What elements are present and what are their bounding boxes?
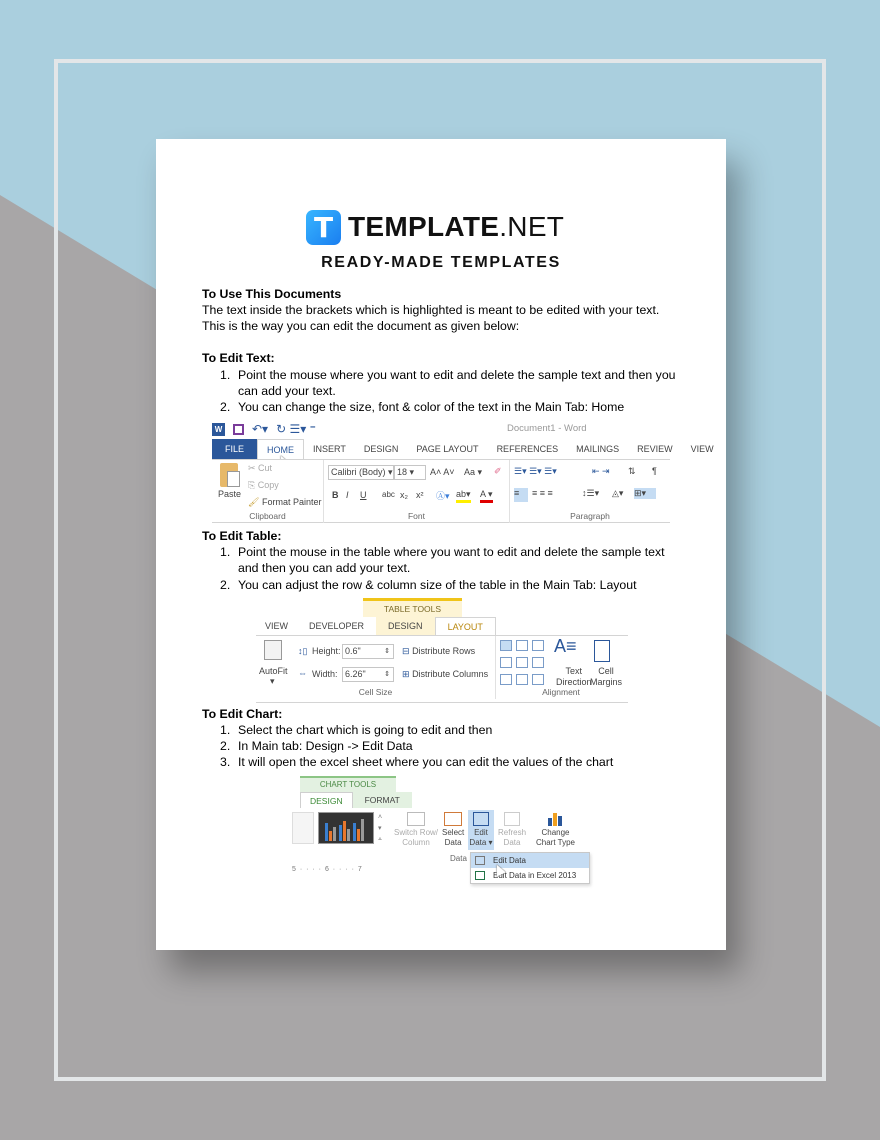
tab-view[interactable]: VIEW <box>690 444 714 454</box>
autofit-button[interactable]: AutoFit <box>259 666 288 676</box>
edit-data-dropdown <box>470 852 590 884</box>
save-icon[interactable] <box>233 424 244 435</box>
font-name-select[interactable]: Calibri (Body) ▾ <box>328 465 394 480</box>
tab-developer[interactable]: DEVELOPER <box>309 621 365 631</box>
italic-button[interactable]: I <box>346 490 349 500</box>
word-app-icon: W <box>212 423 225 436</box>
group-label: Clipboard <box>249 511 286 521</box>
ribbon-tabs <box>300 792 412 808</box>
tagline: READY-MADE TEMPLATES <box>321 254 561 271</box>
redo-icon[interactable]: ↻ ☰▾ ⁼ <box>276 422 316 436</box>
align-cell-icon[interactable] <box>516 657 528 668</box>
chart-type-icon <box>546 812 564 826</box>
tab-review[interactable]: REVIEW <box>637 444 673 454</box>
tab-design[interactable]: DESIGN <box>376 617 435 635</box>
tab-insert[interactable]: INSERT <box>313 444 346 454</box>
table-tools-ribbon-screenshot <box>256 598 628 704</box>
group-label: Paragraph <box>570 511 610 521</box>
refresh-data-button[interactable]: Refresh Data <box>498 812 526 848</box>
font-size-select[interactable]: 18 ▾ <box>394 465 426 480</box>
change-case-button[interactable]: Aa ▾ <box>464 467 483 477</box>
edit-data-button[interactable]: Edit Data ▾ <box>468 810 494 850</box>
tab-references[interactable]: REFERENCES <box>496 444 559 454</box>
ribbon-tabs <box>256 617 628 635</box>
paste-icon[interactable] <box>220 463 238 487</box>
chart-style-thumbnail[interactable] <box>292 812 314 844</box>
chevron-down-icon: ▾ <box>270 676 275 686</box>
font-color-icon[interactable]: A ▾ <box>480 489 493 503</box>
tab-format[interactable]: FORMAT <box>353 792 412 808</box>
cell-margins-icon[interactable] <box>594 640 610 662</box>
group-label: Font <box>407 511 425 521</box>
clipboard-group <box>212 460 324 523</box>
sort-icon[interactable]: ⇅ <box>628 466 636 476</box>
intro-heading: To Use This Documents <box>202 287 342 301</box>
window-title: Document1 - Word <box>507 423 587 434</box>
edit-data-icon <box>475 856 485 865</box>
chart-tools-header: CHART TOOLS <box>300 776 396 792</box>
font-group <box>324 460 510 523</box>
switch-row-column-button[interactable]: Switch Row/ Column <box>394 812 438 848</box>
tab-layout[interactable]: LAYOUT <box>435 617 496 635</box>
height-input[interactable]: 0.6" ⇕ <box>342 644 394 659</box>
line-spacing-icon[interactable]: ↕☰▾ <box>582 488 600 498</box>
align-cell-icon[interactable] <box>500 674 512 685</box>
align-cell-icon[interactable] <box>532 674 544 685</box>
cell-size-group <box>256 636 496 699</box>
autofit-icon[interactable] <box>264 640 282 660</box>
format-painter-button[interactable]: 🖌 Format Painter <box>248 497 322 507</box>
template-logo-icon: T <box>306 210 341 245</box>
distribute-columns-button[interactable]: ⊞ Distribute Columns <box>402 669 489 679</box>
cell-margins-button[interactable]: Cell Margins <box>590 666 623 687</box>
width-icon: ⇔ <box>298 668 307 678</box>
highlight-color-icon[interactable]: ab▾ <box>456 489 471 503</box>
menu-item-edit-data[interactable]: Edit Data <box>471 853 589 868</box>
underline-button[interactable]: U <box>360 490 367 500</box>
document-page: T TEMPLATE.NET READY-MADE TEMPLATES To Use This Documents The text inside the brackets which is highlighted is meant to be edited with your text. This is the way you can edit the document as given below: To Edit Text: 1. Point the mouse where you want to edit and delete the sample text and then you can add your text. 2. You can change the size, font & color of the text in the Main Tab: Home W ↶▾ ↻ ☰▾ ⁼ Document1 - Word FILE HOME INSERT DESIGN PAGE LAYOUT REFERENCES MAILINGS REVIEW VIEW Paste ✂ Cut ⎘ Copy 🖌 Format Painter Clipboard Calibri (Body) ▾ 18 ▾ A˄ A˅ Aa ▾ ✐ B I U abc x₂ x² Ⓐ▾ ab▾ A ▾ Font ☰▾ ☰▾ ☰▾ ⇤ ⇥ ⇅ ¶ ≡ ≡ ≡ ≡ ↕☰▾ ◬▾ ⊞▾ Paragraph To Edit Table: 1. Point the mouse in the table where you want to edit and delete the sample text and then you can add your text. 2. You can adjust the row & column size of the table in the Main Tab: Layout TABLE TOOLS VIEW DEVELOPER DESIGN LAYOUT AutoFit ▾ ↕▯ Height: 0.6" ⇕ ⇔ Width: 6.26" ⇕ ⊟ Distribute Rows ⊞ Distribute Columns Cell Size A≡ Text Direction Cell Margins Alignment To Edit Chart: 1. Select the chart which is going to edit and then 2. In Main tab: Design -> Edit Data 3. It will open the excel sheet where you can edit the values of the chart CHART TOOLS DESIGN FORMAT ˄ ▾ ⩡ Switch Row/ Column Select Data Edit Data ▾ Refresh Data Change Chart Type Data 5 · · · · 6 · · · · 7 Edit Data Edit Data in Excel 2013 <box>156 139 726 950</box>
chart-tools-ribbon-screenshot <box>292 776 592 884</box>
group-label: Alignment <box>542 687 580 697</box>
excel-icon <box>475 871 485 880</box>
quick-access-toolbar <box>212 421 316 437</box>
data-group-label: Data <box>450 854 467 863</box>
width-input[interactable]: 6.26" ⇕ <box>342 667 394 682</box>
text-direction-button[interactable]: Text Direction <box>556 666 592 687</box>
align-cell-icon[interactable] <box>532 640 544 651</box>
tab-file[interactable]: FILE <box>212 439 257 459</box>
change-chart-type-button[interactable]: Change Chart Type <box>536 812 575 848</box>
indent-icon[interactable]: ⇤ ⇥ <box>592 466 610 476</box>
alignment-group <box>496 636 626 699</box>
word-home-ribbon-screenshot <box>212 419 714 525</box>
align-cell-icon[interactable] <box>500 657 512 668</box>
tab-mailings[interactable]: MAILINGS <box>576 444 620 454</box>
edit-chart-heading: To Edit Chart: <box>202 707 283 721</box>
distribute-rows-button[interactable]: ⊟ Distribute Rows <box>402 646 476 656</box>
align-cell-icon[interactable] <box>516 640 528 651</box>
bold-button[interactable]: B <box>332 490 339 500</box>
menu-item-edit-data-excel[interactable]: Edit Data in Excel 2013 <box>471 868 589 883</box>
copy-button[interactable]: ⎘ Copy <box>248 480 279 490</box>
height-label: Height: <box>312 646 341 656</box>
align-icons[interactable]: ≡ ≡ ≡ <box>532 488 553 498</box>
table-tools-header: TABLE TOOLS <box>363 598 462 617</box>
ribbon-body <box>212 459 670 523</box>
align-cell-icon[interactable] <box>532 657 544 668</box>
align-left-icon[interactable]: ≡ <box>514 488 528 502</box>
bar-chart-icon <box>319 813 375 845</box>
width-label: Width: <box>312 669 338 679</box>
edit-table-heading: To Edit Table: <box>202 529 282 543</box>
tab-page-layout[interactable]: PAGE LAYOUT <box>416 444 479 454</box>
group-label: Cell Size <box>358 687 393 697</box>
superscript-button[interactable]: x² <box>416 490 424 500</box>
intro-line: This is the way you can edit the document as given below: <box>202 319 520 333</box>
ruler: 5 · · · · 6 · · · · 7 <box>292 866 363 873</box>
ribbon-body <box>256 635 628 703</box>
align-top-left-icon[interactable] <box>500 640 512 651</box>
height-icon: ↕▯ <box>298 646 308 656</box>
brand-header <box>306 209 564 245</box>
undo-icon[interactable]: ↶▾ <box>252 422 269 436</box>
paste-button[interactable]: Paste <box>218 489 242 499</box>
pilcrow-button[interactable]: ¶ <box>652 466 657 476</box>
clear-formatting-icon[interactable]: ✐ <box>494 466 502 476</box>
tab-design[interactable]: DESIGN <box>300 792 353 808</box>
intro-line: The text inside the brackets which is highlighted is meant to be edited with your text. <box>202 303 660 317</box>
shading-icon[interactable]: ◬▾ <box>612 488 624 498</box>
bullets-icon[interactable]: ☰▾ ☰▾ ☰▾ <box>514 466 557 476</box>
chart-style-thumbnail-selected[interactable] <box>318 812 374 844</box>
paragraph-group <box>510 460 670 523</box>
gallery-scroll-icon[interactable]: ˄ ▾ ⩡ <box>378 814 383 843</box>
tab-home[interactable]: HOME <box>257 439 304 459</box>
text-direction-icon[interactable]: A≡ <box>554 636 577 656</box>
strikethrough-button[interactable]: abc <box>382 490 395 499</box>
edit-text-heading: To Edit Text: <box>202 351 275 365</box>
select-data-button[interactable]: Select Data <box>442 812 464 848</box>
tab-design[interactable]: DESIGN <box>363 444 399 454</box>
cut-button[interactable]: ✂ Cut <box>248 463 273 473</box>
align-cell-icon[interactable] <box>516 674 528 685</box>
grow-font-button[interactable]: A˄ A˅ <box>430 467 455 477</box>
borders-icon[interactable]: ⊞▾ <box>634 488 656 499</box>
brand-name: TEMPLATE.NET <box>348 211 565 242</box>
tab-view[interactable]: VIEW <box>265 621 289 631</box>
subscript-button[interactable]: x₂ <box>400 490 408 500</box>
text-effects-icon[interactable]: Ⓐ▾ <box>436 491 450 501</box>
